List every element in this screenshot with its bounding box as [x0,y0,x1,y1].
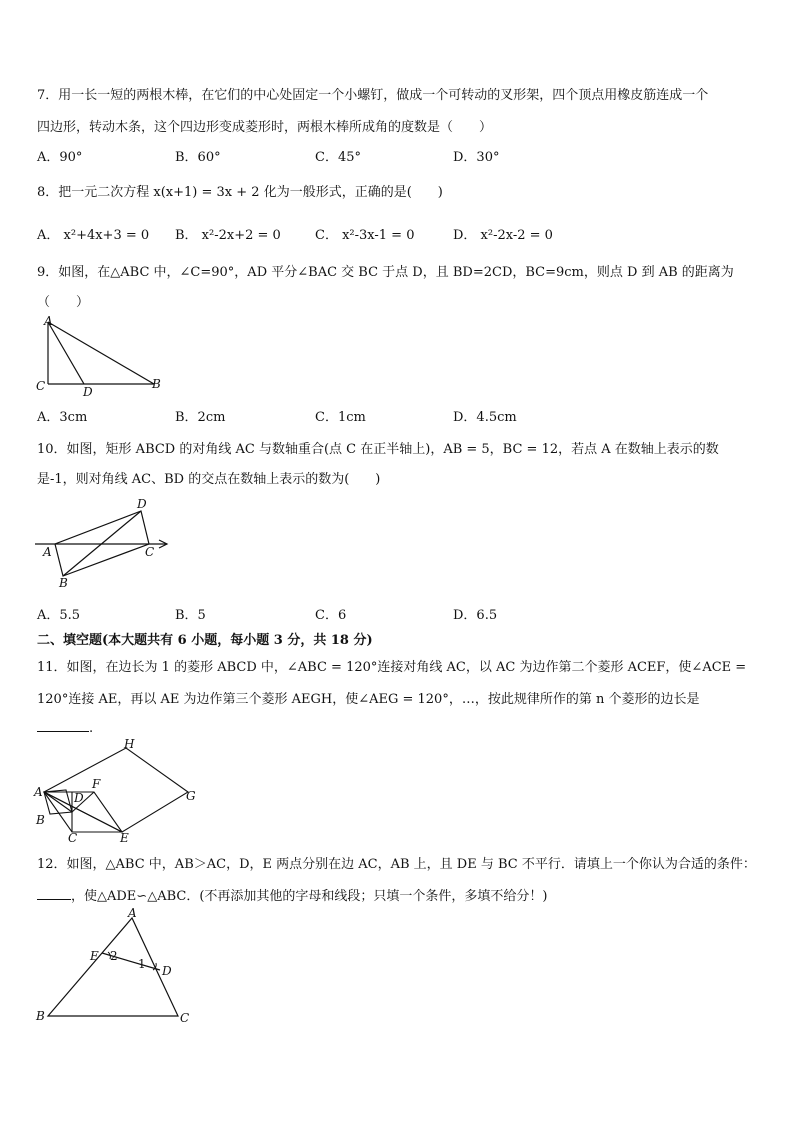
q9-line2: （ ） [37,295,90,310]
q12-label-angle-2: 2 [110,949,118,963]
q8-option-d: D． x²-2x-2 = 0 [453,228,553,243]
q11-figure-rhombus-sequence [32,737,202,845]
q10-option-d: D．6.5 [453,608,498,623]
q12-line1: 12．如图，△ABC 中，AB＞AC，D，E 两点分别在边 AC，AB 上，且 DE 与 BC 不平行．请填上一个你认为合适的条件： [37,857,756,872]
q10-label-b: B [59,576,68,590]
q12-label-d: D [162,964,172,978]
q10-options [37,604,757,624]
q12-line2-wrap [37,885,547,904]
q7-line1: 7．用一长一短的两根木棒，在它们的中心处固定一个小螺钉，做成一个可转动的叉形架，四个顶点用橡皮筋连成一个 [37,88,709,103]
q10-option-b: B．5 [175,608,206,623]
q9-segment-ad [48,322,84,384]
q12-label-e: E [90,949,99,963]
q8-option-a: A． x²+4x+3 = 0 [37,228,150,243]
q9-options [37,406,757,426]
q12-answer-blank[interactable] [37,887,71,900]
q11-label-b: B [36,813,45,827]
section-fill-in-blanks-heading: 二、填空题(本大题共有 6 小题，每小题 3 分，共 18 分) [37,633,373,648]
q9-line1: 9．如图，在△ABC 中，∠C=90°，AD 平分∠BAC 交 BC 于点 D，且 BD=2CD，BC=9cm，则点 D 到 AB 的距离为 [37,265,734,280]
q9-label-b: B [152,377,161,391]
q11-label-e: E [120,831,129,845]
q8-option-c: C． x²-3x-1 = 0 [315,228,415,243]
q7-options [37,146,757,166]
q8-options [37,224,757,244]
q9-option-a: A．3cm [37,410,88,425]
q11-label-c: C [68,831,78,845]
q9-figure-right-triangle [30,312,170,399]
q10-line1: 10．如图，矩形 ABCD 的对角线 AC 与数轴重合(点 C 在正半轴上)，AB = 5，BC = 12，若点 A 在数轴上表示的数 [37,442,719,457]
q7-option-c: C．45° [315,150,361,165]
q11-line2: 120°连接 AE，再以 AE 为边作第三个菱形 AEGH，使∠AEG = 120°，…，按此规律所作的第 n 个菱形的边长是 [37,692,700,707]
q11-line1: 11．如图，在边长为 1 的菱形 ABCD 中，∠ABC = 120°连接对角线 AC，以 AC 为边作第二个菱形 ACEF，使∠ACE = [37,660,747,675]
q9-option-d: D．4.5cm [453,410,517,425]
q11-period: . [89,721,94,736]
q11-answer-line [37,719,93,736]
q10-label-c: C [145,545,155,559]
q10-label-a: A [43,545,52,559]
q9-label-a: A [44,314,53,328]
q12-label-c: C [180,1011,190,1025]
q12-label-angle-1: 1 [138,957,146,971]
q7-line2: 四边形，转动木条，这个四边形变成菱形时，两根木棒所成角的度数是（ ） [37,120,493,135]
q11-label-a: A [34,785,43,799]
q7-option-d: D．30° [453,150,500,165]
q10-line2: 是-1，则对角线 AC、BD 的交点在数轴上表示的数为( ) [37,472,381,487]
q9-label-d: D [83,385,93,399]
q11-label-f: F [92,777,101,791]
q9-label-c: C [36,379,46,393]
q7-option-a: A．90° [37,150,83,165]
q12-label-a: A [128,906,137,920]
q12-triangle-abc [48,918,178,1016]
q12-figure-triangle-abc [36,908,196,1026]
q11-label-h: H [124,737,135,751]
q10-figure-rectangle-on-number-line [35,496,175,588]
q11-label-d: D [74,791,84,805]
q10-option-a: A．5.5 [37,608,81,623]
q8-option-b: B． x²-2x+2 = 0 [175,228,281,243]
q7-option-b: B．60° [175,150,221,165]
q11-label-g: G [186,789,196,803]
q9-segment-ab [48,322,154,384]
q12-label-b: B [36,1009,45,1023]
q9-option-b: B．2cm [175,410,226,425]
q8-stem: 8．把一元二次方程 x(x+1) = 3x + 2 化为一般形式，正确的是( ) [37,185,443,200]
q10-option-c: C．6 [315,608,347,623]
q12-line2: ，使△ADE∽△ABC．(不再添加其他的字母和线段；只填一个条件，多填不给分！) [71,889,548,904]
q10-label-d: D [137,497,147,511]
q9-option-c: C．1cm [315,410,366,425]
q11-answer-blank[interactable] [37,719,89,732]
